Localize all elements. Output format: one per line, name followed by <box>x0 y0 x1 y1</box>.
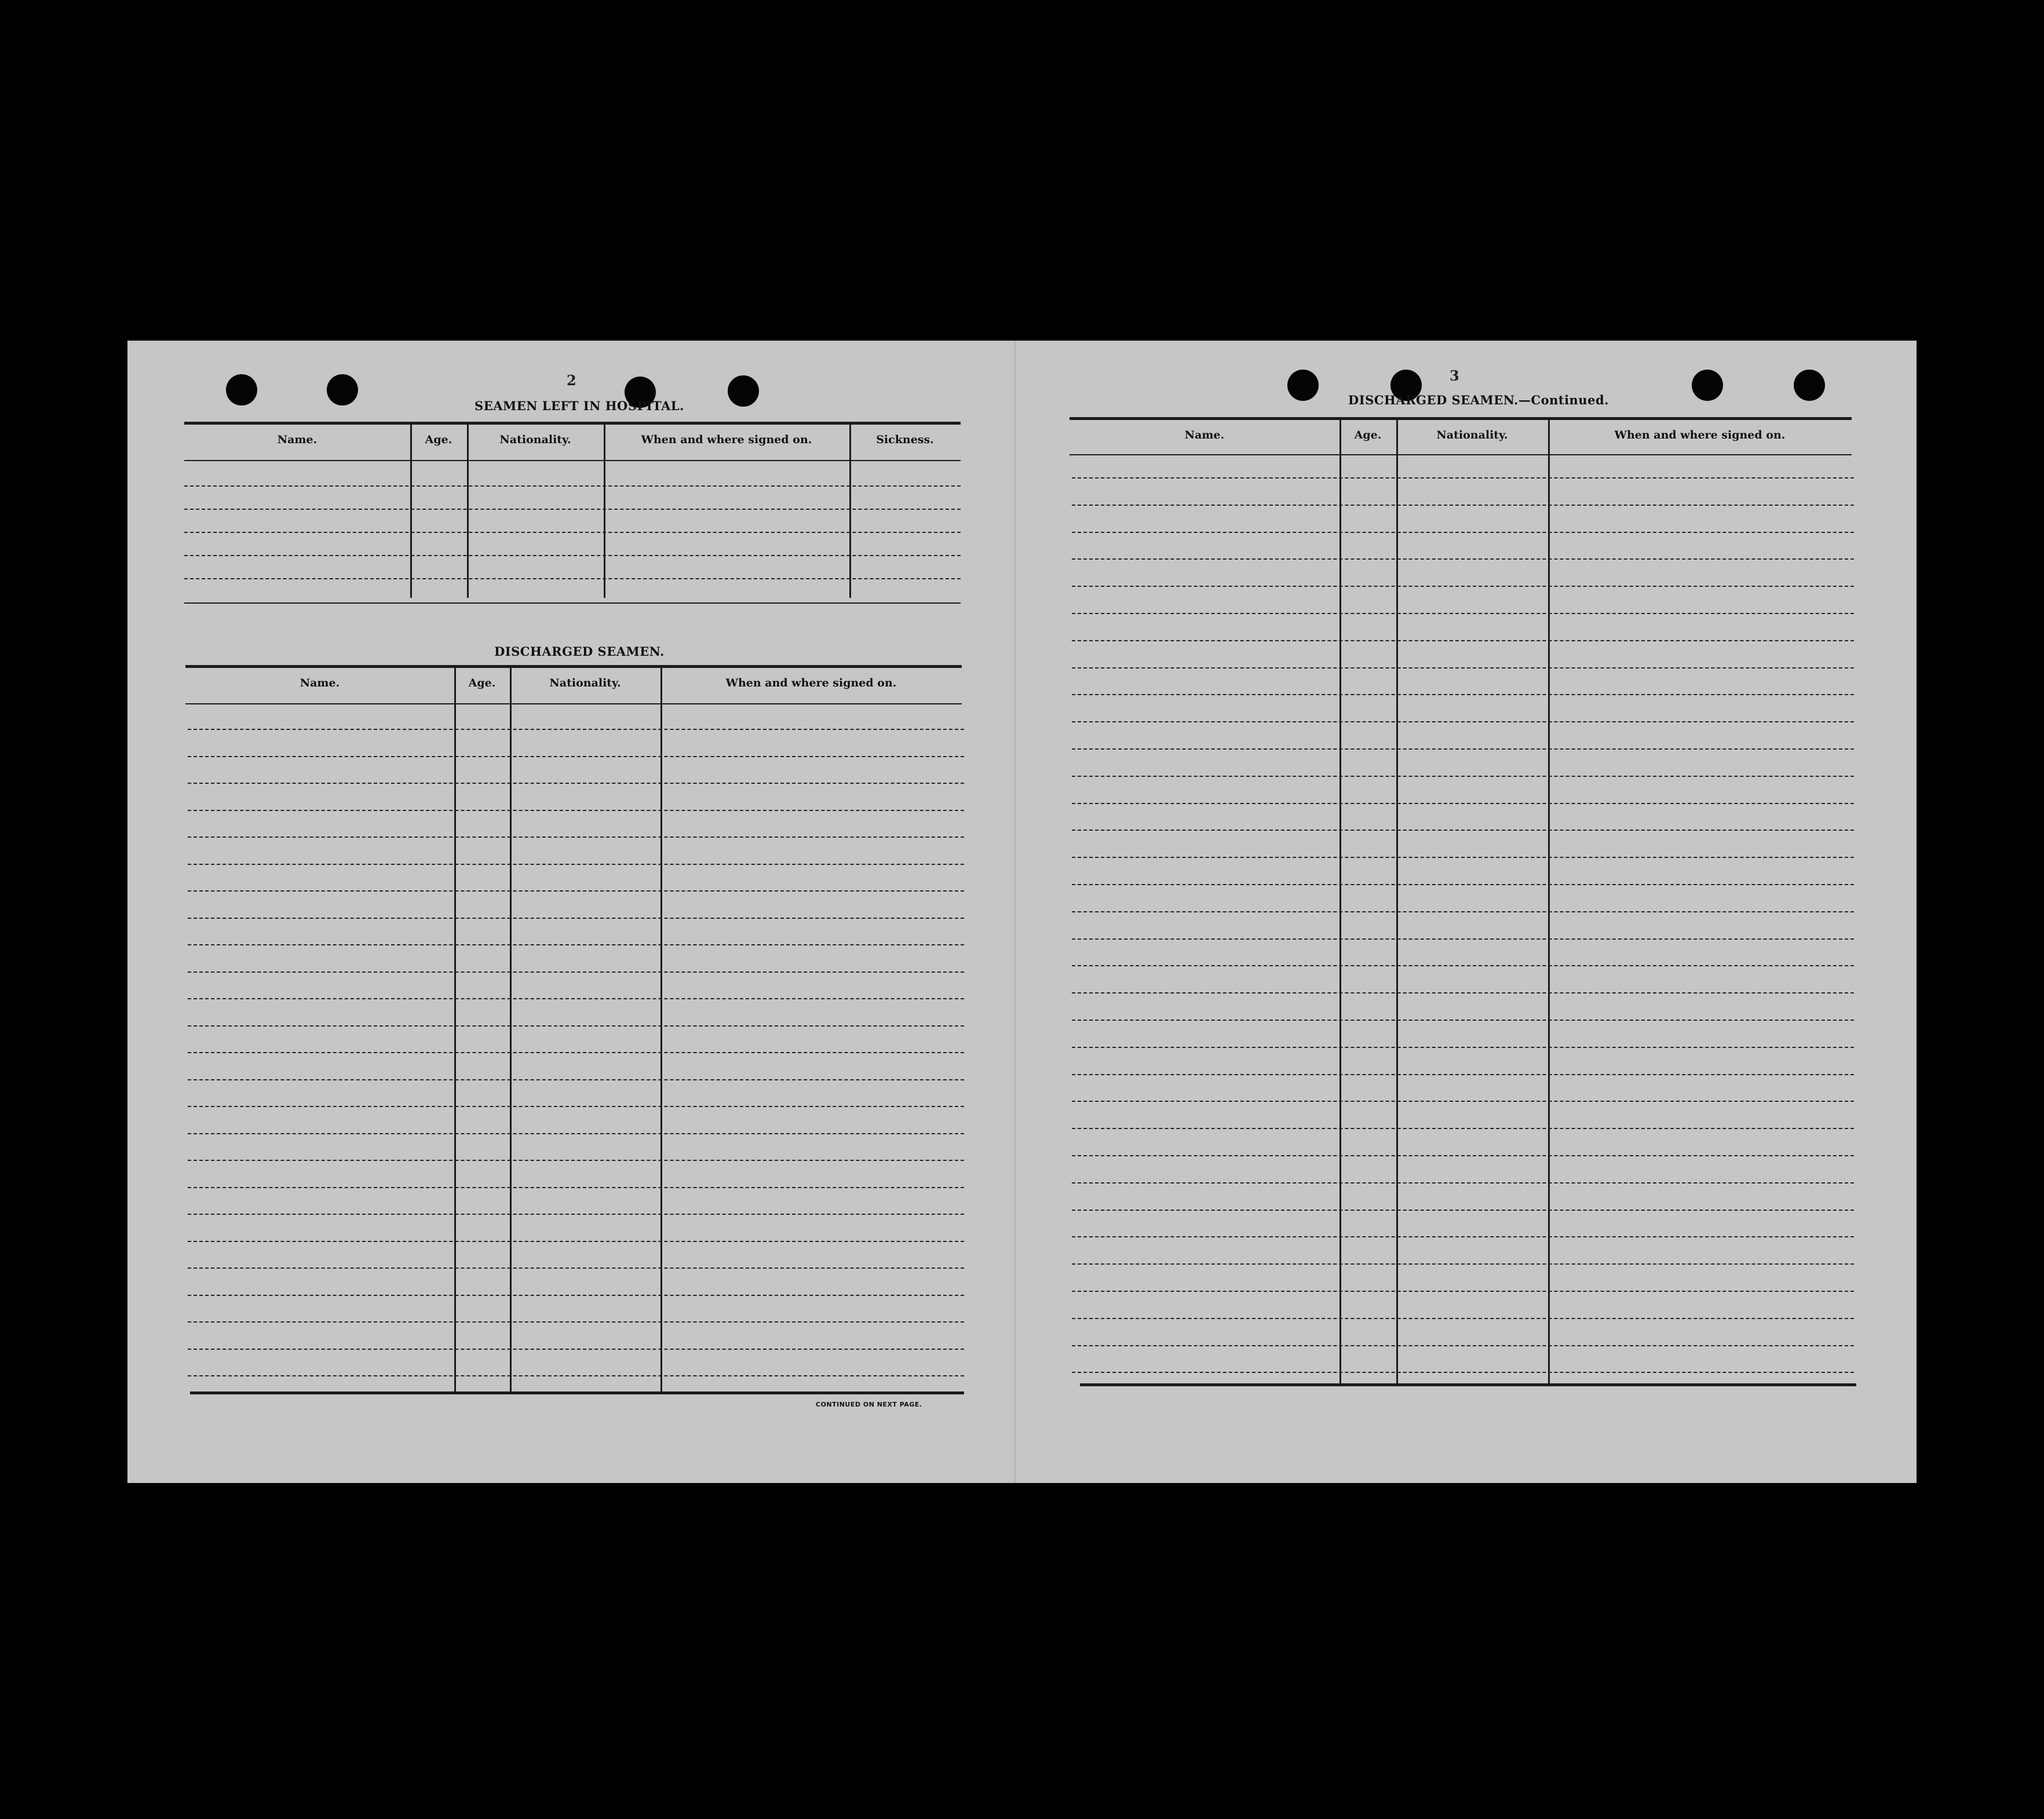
column-divider <box>660 667 662 1391</box>
entry-row-line <box>188 918 964 919</box>
table-top-rule <box>185 665 962 668</box>
entry-row-line <box>184 485 961 487</box>
column-divider <box>1396 419 1398 1384</box>
column-divider <box>467 424 469 598</box>
discharged-continued-title: DISCHARGED SEAMEN.—Continued. <box>1348 393 1609 407</box>
hospital-section-title: SEAMEN LEFT IN HOSPITAL. <box>475 399 684 413</box>
page-number-left: 2 <box>567 372 576 389</box>
entry-row-line <box>1072 1182 1854 1184</box>
col-header-nationality: Nationality. <box>1436 429 1508 441</box>
discharged-section-title: DISCHARGED SEAMEN. <box>494 644 665 659</box>
entry-row-line <box>1072 1074 1854 1075</box>
entry-row-line <box>1072 938 1854 940</box>
punch-hole <box>327 374 358 406</box>
column-divider <box>454 667 456 1391</box>
entry-row-line <box>188 944 964 945</box>
document-sheet <box>127 341 1917 1483</box>
punch-hole <box>1692 370 1723 401</box>
entry-row-line <box>188 1133 964 1134</box>
entry-row-line <box>1072 1155 1854 1156</box>
entry-row-line <box>1072 1101 1854 1102</box>
col-header-signed-on: When and where signed on. <box>641 433 812 446</box>
entry-row-line <box>1072 857 1854 858</box>
entry-row-line <box>188 1025 964 1027</box>
entry-row-line <box>1072 830 1854 831</box>
entry-row-line <box>188 1321 964 1323</box>
entry-row-line <box>188 998 964 999</box>
entry-row-line <box>184 509 961 510</box>
entry-row-line <box>1072 586 1854 587</box>
entry-row-line <box>188 971 964 973</box>
discharged-table-left <box>185 665 962 1569</box>
punch-hole <box>226 374 257 406</box>
entry-row-line <box>1072 1210 1854 1211</box>
header-rule <box>1070 454 1852 455</box>
table-top-rule <box>1070 417 1852 420</box>
column-divider <box>410 424 412 598</box>
col-header-signed-on: When and where signed on. <box>1614 429 1786 441</box>
entry-row-line <box>184 555 961 556</box>
entry-row-line <box>1072 1263 1854 1265</box>
entry-row-line <box>1072 667 1854 669</box>
entry-row-line <box>1072 694 1854 695</box>
column-divider <box>1548 419 1550 1384</box>
entry-row-line <box>1072 1236 1854 1237</box>
punch-hole <box>1794 370 1825 401</box>
entry-row-line <box>1072 558 1854 560</box>
entry-row-line <box>188 1241 964 1242</box>
entry-row-line <box>1072 748 1854 750</box>
entry-row-line <box>1072 965 1854 966</box>
col-header-name: Name. <box>1184 429 1225 441</box>
column-divider <box>510 667 512 1391</box>
entry-row-line <box>188 1106 964 1107</box>
entry-row-line <box>184 532 961 533</box>
entry-row-line <box>188 783 964 784</box>
header-rule <box>184 460 961 461</box>
entry-row-line <box>1072 1047 1854 1048</box>
col-header-nationality: Nationality. <box>499 433 571 446</box>
col-header-age: Age. <box>425 433 452 446</box>
entry-row-line <box>1072 1372 1854 1373</box>
entry-row-line <box>1072 721 1854 722</box>
entry-row-line <box>188 890 964 892</box>
table-bottom-rule <box>190 1391 964 1394</box>
entry-row-line <box>1072 505 1854 506</box>
column-divider <box>604 424 605 598</box>
entry-row-line <box>188 837 964 838</box>
entry-row-line <box>1072 532 1854 533</box>
col-header-nationality: Nationality. <box>549 677 621 689</box>
entry-row-line <box>188 1052 964 1053</box>
entry-row-line <box>188 1079 964 1080</box>
entry-row-line <box>1072 884 1854 885</box>
entry-row-line <box>1072 1318 1854 1319</box>
entry-row-line <box>1072 1020 1854 1021</box>
entry-row-line <box>188 756 964 757</box>
table-bottom-rule <box>184 602 961 604</box>
col-header-name: Name. <box>277 433 317 446</box>
page-fold <box>1014 341 1016 1483</box>
entry-row-line <box>188 1349 964 1350</box>
col-header-name: Name. <box>300 677 340 689</box>
entry-row-line <box>188 1375 964 1376</box>
col-header-signed-on: When and where signed on. <box>725 677 897 689</box>
discharged-table-right <box>1070 417 1852 1413</box>
column-divider <box>849 424 851 598</box>
col-header-age: Age. <box>468 677 496 689</box>
entry-row-line <box>188 1160 964 1161</box>
entry-row-line <box>1072 1291 1854 1292</box>
col-header-sickness: Sickness. <box>876 433 934 446</box>
entry-row-line <box>1072 477 1854 479</box>
entry-row-line <box>1072 613 1854 614</box>
col-header-age: Age. <box>1354 429 1382 441</box>
entry-row-line <box>1072 1345 1854 1346</box>
table-top-rule <box>184 422 961 425</box>
entry-row-line <box>188 1214 964 1215</box>
header-rule <box>185 703 962 704</box>
entry-row-line <box>188 1187 964 1188</box>
entry-row-line <box>1072 992 1854 993</box>
entry-row-line <box>188 1295 964 1296</box>
entry-row-line <box>188 1268 964 1269</box>
entry-row-line <box>188 810 964 811</box>
entry-row-line <box>1072 640 1854 641</box>
entry-row-line <box>1072 911 1854 912</box>
entry-row-line <box>184 578 961 579</box>
column-divider <box>1339 419 1341 1384</box>
entry-row-line <box>1072 803 1854 804</box>
page-number-right: 3 <box>1450 367 1459 384</box>
entry-row-line <box>1072 776 1854 777</box>
entry-row-line <box>188 729 964 730</box>
hospital-table <box>184 422 961 607</box>
entry-row-line <box>1072 1128 1854 1129</box>
table-bottom-rule <box>1080 1383 1856 1386</box>
entry-row-line <box>188 864 964 865</box>
continued-note: CONTINUED ON NEXT PAGE. <box>816 1401 922 1408</box>
